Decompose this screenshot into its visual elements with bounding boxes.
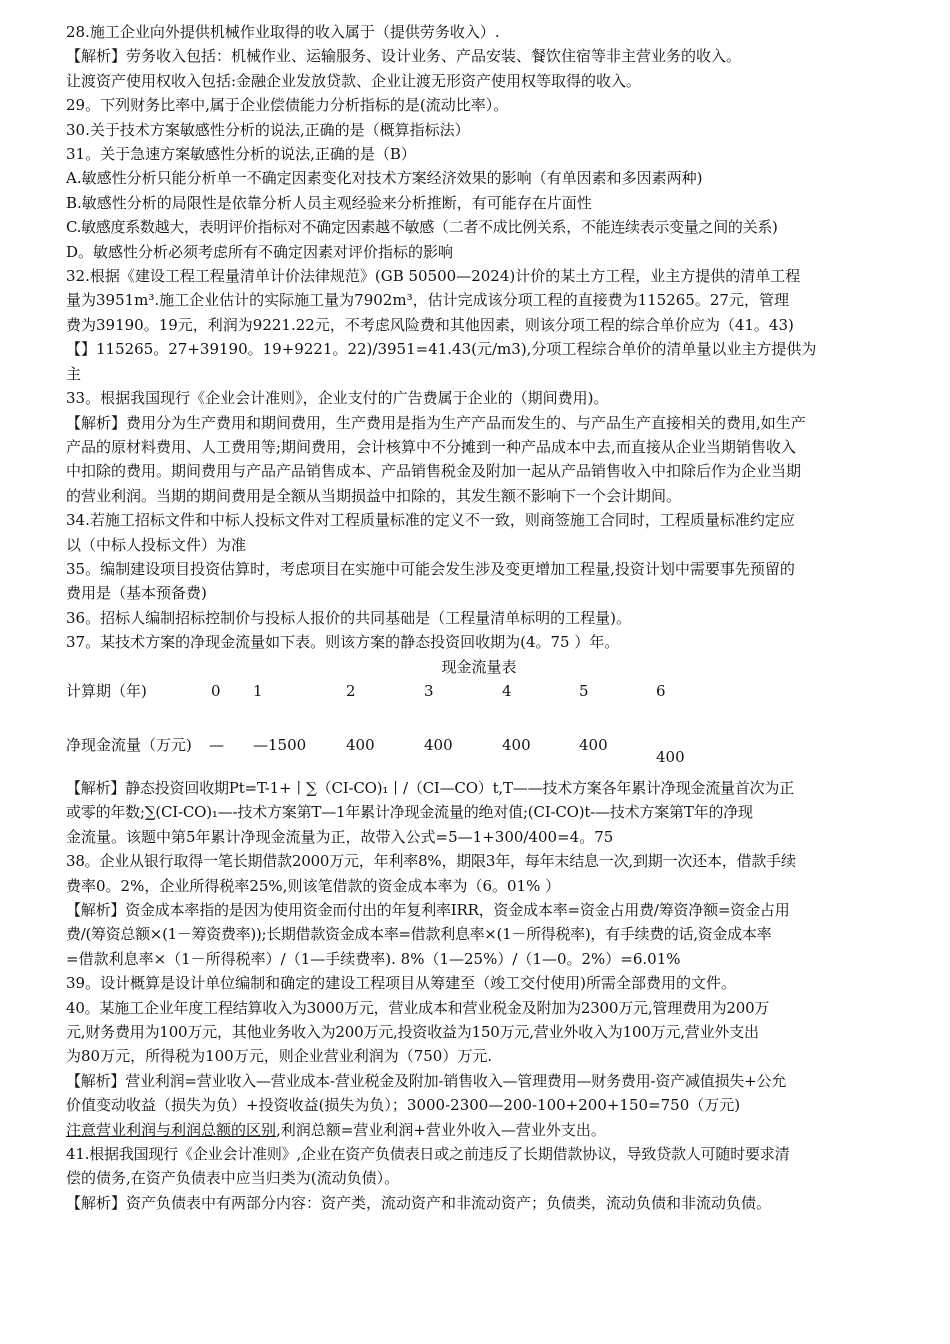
text-line: 为80万元，所得税为100万元，则企业营业利润为（750）万元. [66, 1047, 493, 1066]
text-line: 36。招标人编制招标控制价与投标人报价的共同基础是（工程量清单标明的工程量)。 [66, 608, 631, 627]
text-line: 31。关于急速方案敏感性分析的说法,正确的是（B） [66, 145, 416, 164]
text-line: 中扣除的费用。期间费用与产品产品销售成本、产品销售税金及附加一起从产品销售收入中扣除后作为企业当期 [66, 462, 802, 481]
note-line [66, 1118, 892, 1142]
flow-cell: 400 [579, 735, 608, 754]
text-line: 41.根据我国现行《企业会计准则》,企业在资产负债表日或之前违反了长期借款协议，导致贷款人可随时要求清 [66, 1145, 790, 1164]
text-line: 29。下列财务比率中,属于企业偿债能力分析指标的是(流动比率）。 [66, 96, 509, 115]
period-cell: 1 [253, 681, 263, 700]
note-rest: ,利润总额=营业利润+营业外收入—营业外支出。 [276, 1120, 606, 1139]
flow-cell: — [209, 735, 224, 754]
flow-label: 净现金流量（万元) [66, 735, 192, 754]
text-line: B.敏感性分析的局限性是依靠分析人员主观经验来分析推断，有可能存在片面性 [66, 193, 592, 212]
text-line: 37。某技术方案的净现金流量如下表。则该方案的静态投资回收期为(4。75 ）年。 [66, 633, 620, 652]
text-line: 价值变动收益（损失为负）+投资收益(损失为负）；3000-2300—200-100+200+150=750（万元) [66, 1096, 741, 1115]
text-line: 偿的债务,在资产负债表中应当归类为(流动负债）。 [66, 1169, 400, 1188]
period-cell: 3 [424, 681, 434, 700]
text-line: 量为3951m³.施工企业估计的实际施工量为7902m³，估计完成该分项工程的直接费为115265。27元，管理 [66, 291, 789, 310]
text-line: 费/(筹资总额×(1－筹资费率));长期借款资金成本率=借款利息率×(1－所得税率)，有手续费的话,资金成本率 [66, 925, 772, 944]
text-line: 金流量。该题中第5年累计净现金流量为正，故带入公式=5—1+300/400=4。75 [66, 827, 614, 846]
text-line: 或零的年数;∑(CI-CO)₁—-技术方案第T—1年累计净现金流量的绝对值;(CI-CO)t-—技术方案第T年的净现 [66, 803, 753, 822]
text-line: 32.根据《建设工程工程量清单计价法律规范》(GB 50500—2024)计价的某土方工程，业主方提供的清单工程 [66, 267, 801, 286]
text-line: 30.关于技术方案敏感性分析的说法,正确的是（概算指标法） [66, 120, 470, 139]
flow-cell: 400 [346, 735, 375, 754]
text-line: 【解析】劳务收入包括：机械作业、运输服务、设计业务、产品安装、餐饮住宿等非主营业务的收入。 [66, 47, 742, 66]
underlined-note: 注意营业利润与利润总额的区别 [66, 1120, 277, 1139]
text-line: 以（中标人投标文件）为准 [66, 535, 247, 554]
text-line: 产品的原材料费用、人工费用等;期间费用，会计核算中不分摊到一种产品成本中去,而直接从企业当期销售收入 [66, 437, 796, 456]
flow-cell: 400 [502, 735, 531, 754]
cash-flow-table [66, 655, 892, 776]
text-line: 28.施工企业向外提供机械作业取得的收入属于（提供劳务收入）. [66, 23, 500, 41]
document-page [66, 20, 892, 1215]
text-line: 费用是（基本预备费) [66, 584, 207, 603]
text-line: C.敏感度系数越大，表明评价指标对不确定因素越不敏感（二者不成比例关系，不能连续表示变量之间的关系) [66, 218, 778, 237]
text-line: 【解析】营业利润=营业收入—营业成本-营业税金及附加-销售收入—管理费用—财务费用-资产减值损失+公允 [66, 1071, 787, 1090]
text-line: 35。编制建设项目投资估算时，考虑项目在实施中可能会发生涉及变更增加工程量,投资计划中需要事先预留的 [66, 559, 795, 578]
text-line: 【解析】资产负债表中有两部分内容：资产类，流动资产和非流动资产；负债类，流动负债和非流动负债。 [66, 1193, 772, 1212]
text-line: 【解析】费用分为生产费用和期间费用，生产费用是指为生产产品而发生的、与产品生产直接相关的费用,如生产 [66, 413, 806, 432]
text-line: 让渡资产使用权收入包括:金融企业发放贷款、企业让渡无形资产使用权等取得的收入。 [66, 71, 642, 90]
text-line: 费率0。2%，企业所得税率25%,则该笔借款的资金成本率为（6。01% ） [66, 876, 561, 895]
period-cell: 6 [656, 681, 666, 700]
period-label: 计算期（年) [66, 681, 147, 700]
period-cell: 5 [579, 681, 589, 700]
flow-cell: 400 [424, 735, 453, 754]
flow-cell: —1500 [253, 735, 307, 754]
text-line: 【解析】静态投资回收期Pt=T-1+丨∑（CI-CO)₁丨/（CI—CO）t,T——技术方案各年累计净现金流量首次为正 [66, 778, 794, 797]
text-line: 的营业利润。当期的期间费用是全额从当期损益中扣除的，其发生额不影响下一个会计期间。 [66, 486, 682, 505]
flow-cell: 400 [656, 747, 685, 766]
period-row [66, 679, 892, 703]
text-line: A.敏感性分析只能分析单一不确定因素变化对技术方案经济效果的影响（有单因素和多因素两种) [66, 169, 703, 188]
period-cell: 2 [346, 681, 356, 700]
text-line: 33。根据我国现行《企业会计准则》，企业支付的广告费属于企业的（期间费用)。 [66, 389, 609, 408]
text-line: 39。设计概算是设计单位编制和确定的建设工程项目从筹建至（竣工交付使用)所需全部费用的文件。 [66, 974, 736, 993]
text-line: =借款利息率×（1－所得税率）/（1—手续费率). 8%（1—25%）/（1—0。2%）=6.01% [66, 949, 681, 968]
text-line: D。敏感性分析必须考虑所有不确定因素对评价指标的影响 [66, 242, 454, 261]
table-title: 现金流量表 [441, 657, 517, 676]
flow-row [66, 733, 892, 766]
text-line: 主 [66, 364, 82, 383]
text-line: 费为39190。19元，利润为9221.22元，不考虑风险费和其他因素，则该分项工程的综合单价应为（41。43) [66, 315, 794, 334]
text-line: 40。某施工企业年度工程结算收入为3000万元，营业成本和营业税金及附加为2300万元,管理费用为200万 [66, 998, 770, 1017]
period-cell: 4 [502, 681, 512, 700]
text-line: 【解析】资金成本率指的是因为使用资金而付出的年复利率IRR，资金成本率=资金占用费/筹资净额=资金占用 [66, 901, 790, 919]
text-line: 【】115265。27+39190。19+9221。22)/3951=41.43(元/m3),分项工程综合单价的清单量以业主方提供为 [66, 340, 817, 359]
period-cell: 0 [211, 681, 221, 700]
text-line: 38。企业从银行取得一笔长期借款2000万元，年利率8%，期限3年，每年末结息一次,到期一次还本，借款手续 [66, 852, 796, 871]
text-line: 34.若施工招标文件和中标人投标文件对工程质量标准的定义不一致，则商签施工合同时，工程质量标准约定应 [66, 511, 795, 530]
text-line: 元,财务费用为100万元，其他业务收入为200万元,投资收益为150万元,营业外收入为100万元,营业外支出 [66, 1023, 759, 1042]
